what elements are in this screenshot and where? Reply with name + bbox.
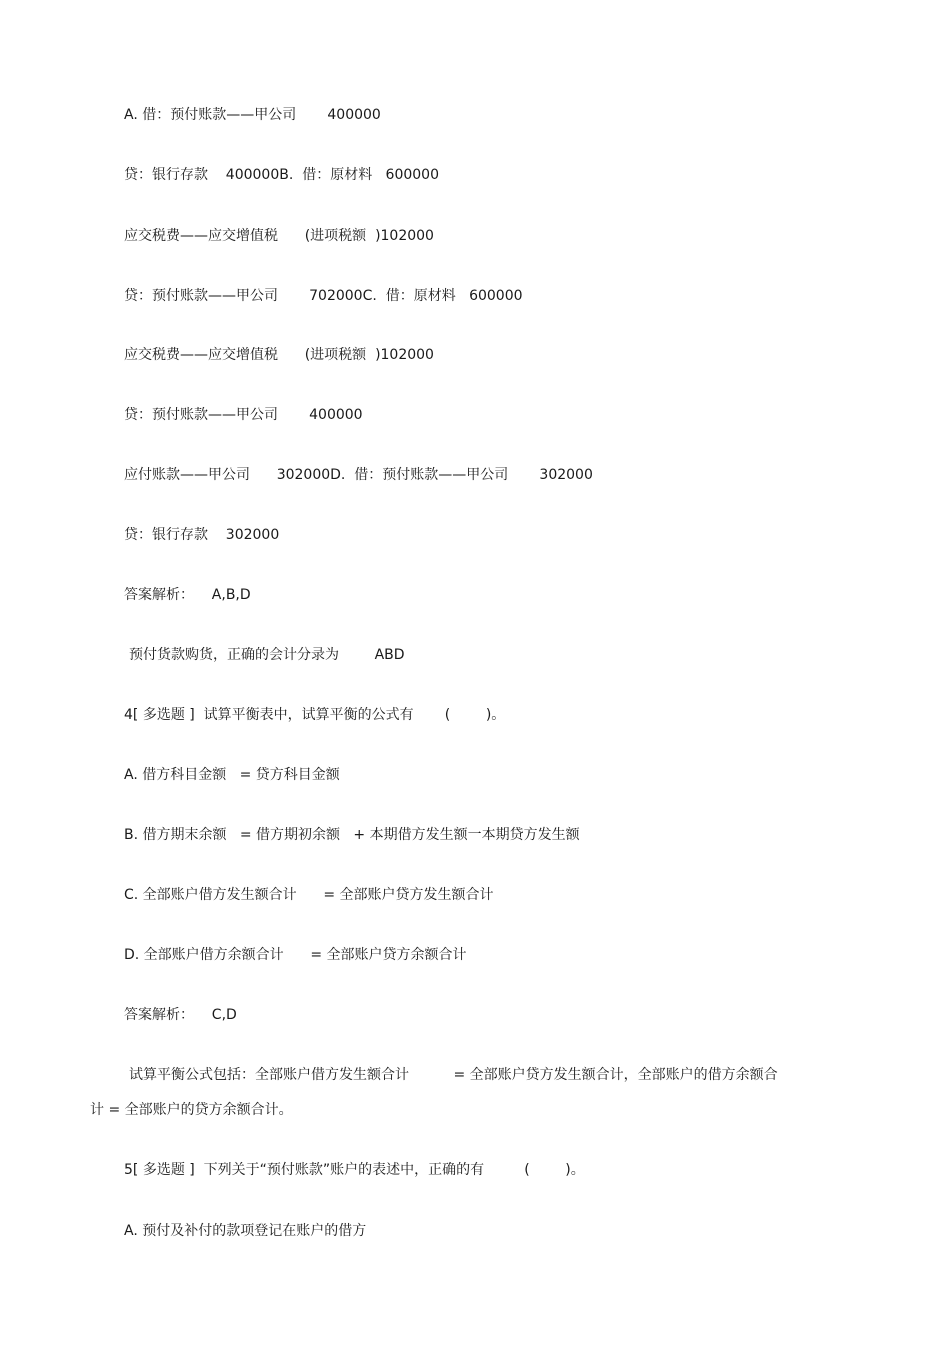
entry-line: 贷：预付账款——甲公司 702000C. 借：原材料 600000 [124, 288, 523, 304]
option-a: A. 预付及补付的款项登记在账户的借方 [124, 1223, 367, 1239]
answer-label: 答案解析： C,D [124, 1007, 237, 1023]
entry-line: 贷：预付账款——甲公司 400000 [124, 407, 363, 423]
entry-line: 应付账款——甲公司 302000D. 借：预付账款——甲公司 302000 [124, 467, 593, 483]
option-a-entry: A. 借：预付账款——甲公司 400000 [124, 107, 381, 123]
option-d: D. 全部账户借方余额合计 = 全部账户贷方余额合计 [124, 947, 467, 963]
answer-explanation-continued: 计 = 全部账户的贷方余额合计。 [90, 1102, 293, 1118]
option-b: B. 借方期末余额 = 借方期初余额 + 本期借方发生额一本期贷方发生额 [124, 827, 580, 843]
answer-explanation: 预付货款购货，正确的会计分录为 ABD [129, 647, 405, 663]
entry-line: 应交税费——应交增值税 (进项税额 )102000 [124, 347, 434, 363]
entry-line: 贷：银行存款 400000B. 借：原材料 600000 [124, 167, 439, 183]
answer-label: 答案解析： A,B,D [124, 587, 251, 603]
option-c: C. 全部账户借方发生额合计 = 全部账户贷方发生额合计 [124, 887, 494, 903]
option-a: A. 借方科目金额 = 贷方科目金额 [124, 767, 340, 783]
entry-line: 贷：银行存款 302000 [124, 527, 280, 543]
question-5-title: 5[ 多选题 ] 下列关于“预付账款”账户的表述中，正确的有 ( )。 [124, 1162, 585, 1178]
entry-line: 应交税费——应交增值税 (进项税额 )102000 [124, 228, 434, 244]
question-4-title: 4[ 多选题 ] 试算平衡表中，试算平衡的公式有 ( )。 [124, 707, 506, 723]
answer-explanation: 试算平衡公式包括：全部账户借方发生额合计 = 全部账户贷方发生额合计，全部账户的借方余额合 [129, 1067, 778, 1083]
